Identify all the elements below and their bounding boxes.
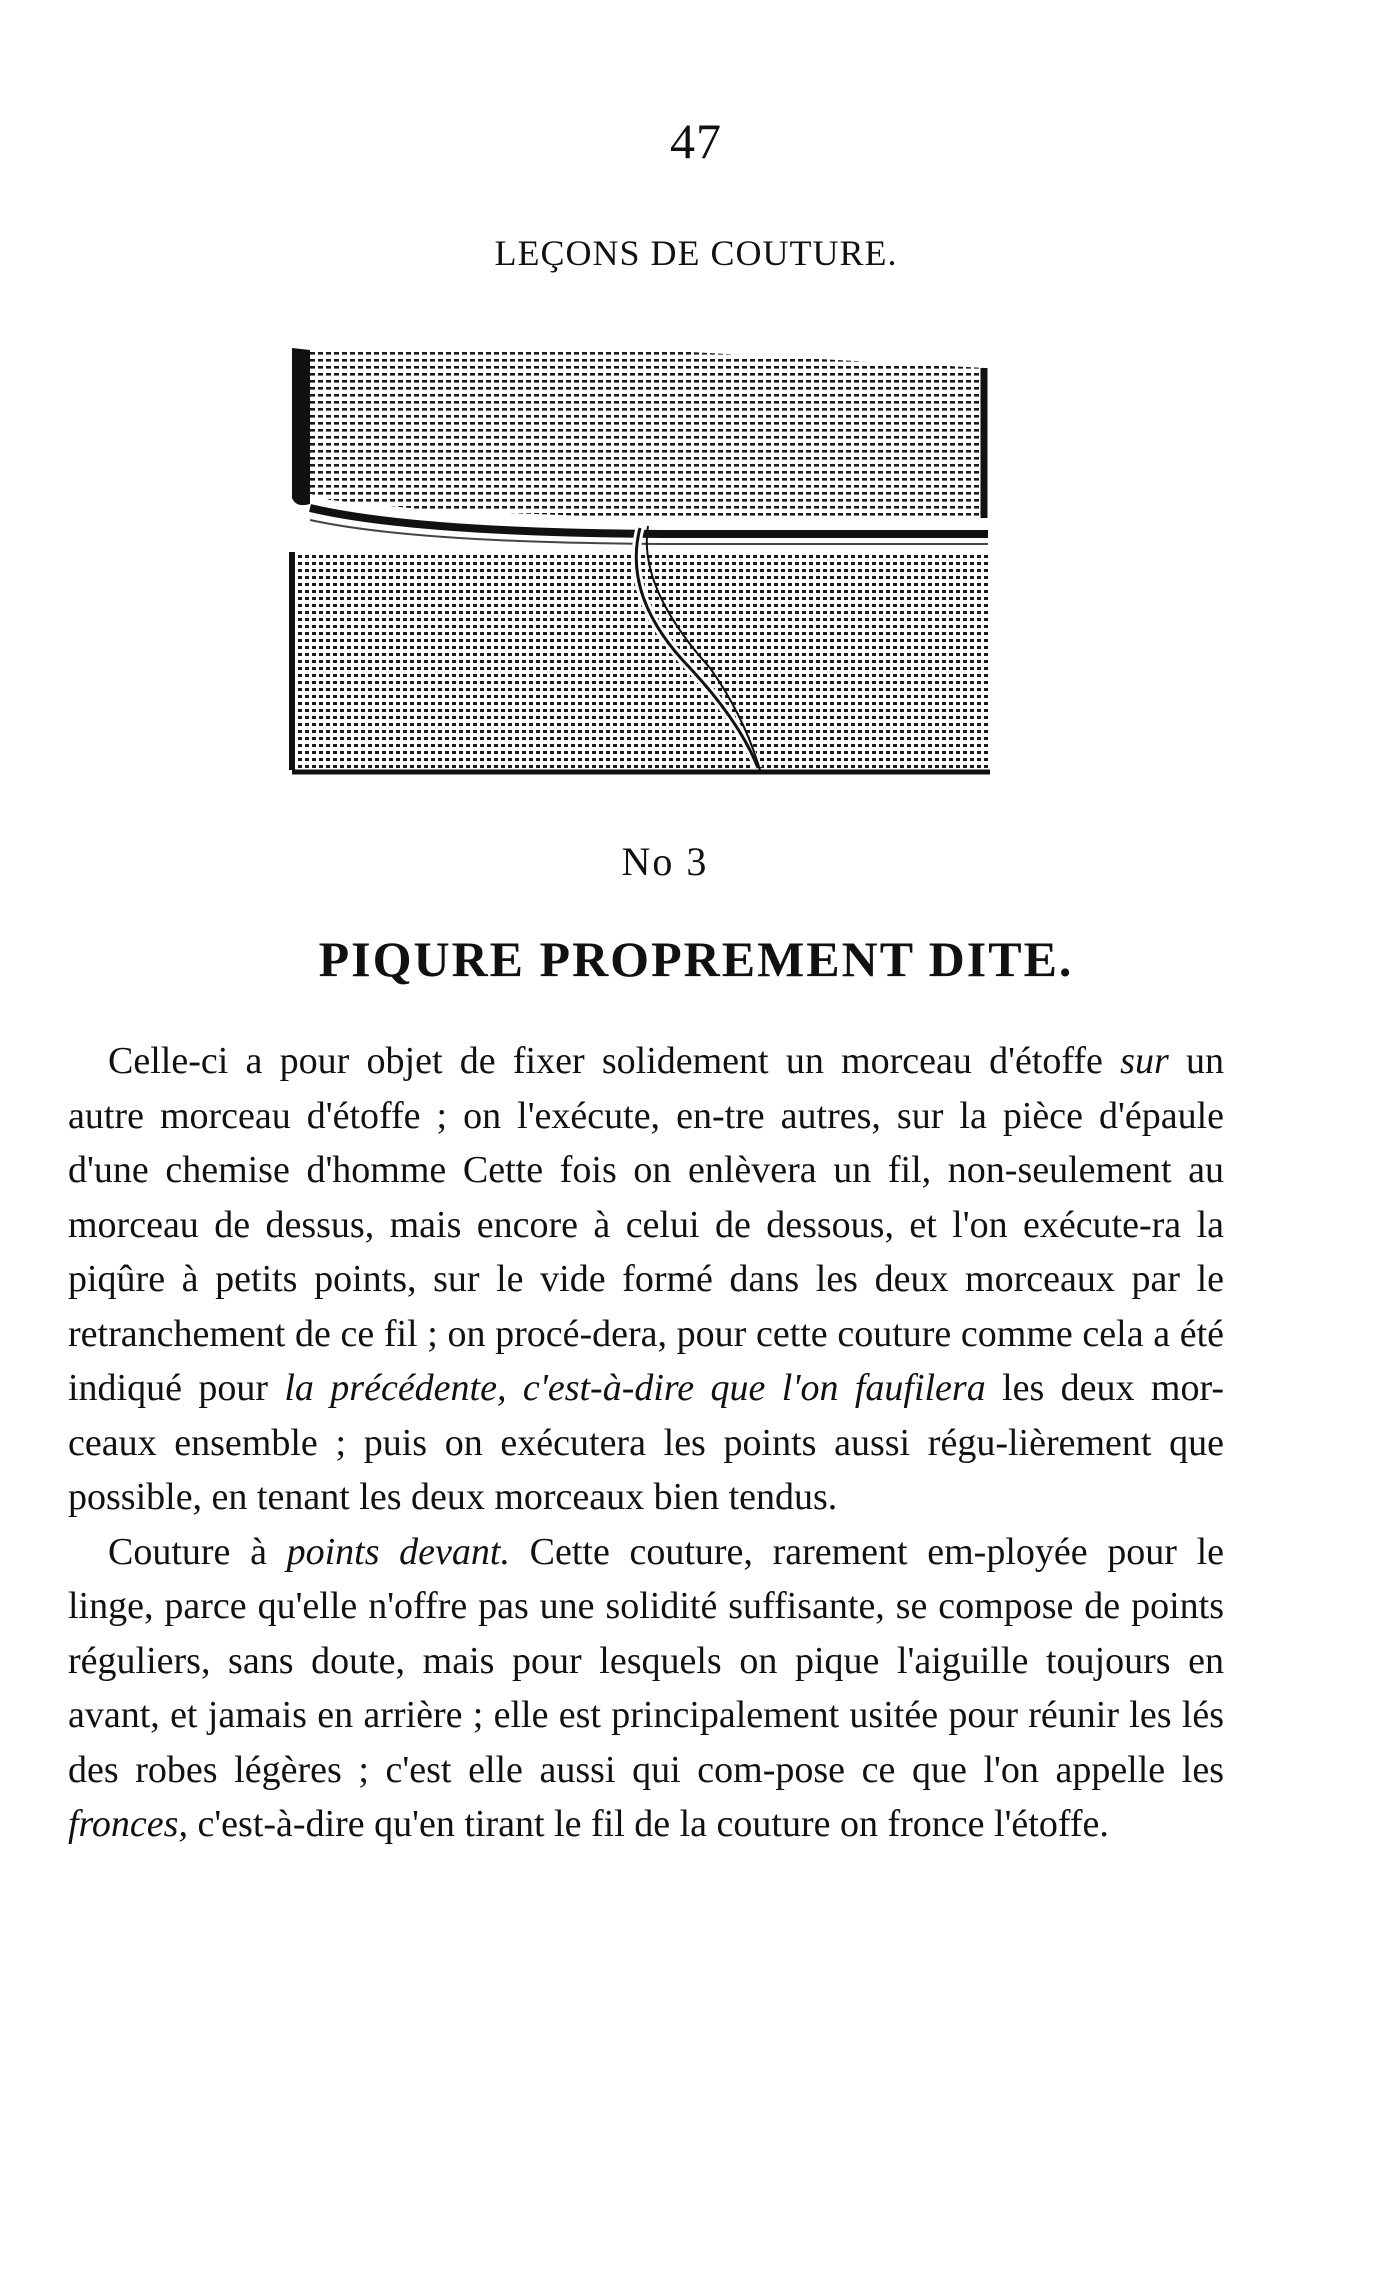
text-run: [838, 1367, 854, 1409]
figure-caption: No 3: [621, 839, 709, 884]
text-run: Celle-ci a pour objet de fixer solidement un morceau d'étoffe: [108, 1040, 1121, 1082]
upper-fabric-piece: [292, 348, 985, 520]
italic-text: points devant.: [286, 1530, 510, 1573]
italic-text: faufilera: [854, 1367, 986, 1409]
text-run: Cette couture, rarement em-ployée pour le linge, parce qu'elle n'offre pas une solidité suffisante, se compose de points réguliers, sans doute, mais pour lesquels on pique l'aiguille toujours en avant, et jamais en arrière ; elle est principalement usitée pour réunir les lés des robes légères ; c'est elle aussi qui com-pose ce que l'on appelle les: [68, 1530, 1225, 1791]
text-run: les deux mor-ceaux ensemble ; puis on exécutera les points aussi régu-lièrement que possible, en tenant les deux morceaux bien tendus.: [68, 1367, 1225, 1518]
body-text: [68, 1034, 1224, 1852]
italic-text: la précédente, c'est-à-dire que l'on: [284, 1367, 839, 1409]
section-heading: PIQURE PROPREMENT DITE.: [318, 931, 1074, 987]
stitch-illustration: [270, 338, 1010, 786]
paragraph: [68, 1034, 1224, 1525]
running-head: LEÇONS DE COUTURE.: [494, 233, 898, 273]
text-run: c'est-à-dire qu'en tirant le fil de la couture on fronce l'étoffe.: [187, 1803, 1109, 1845]
page-number: 47: [670, 113, 722, 169]
italic-text: sur: [1120, 1040, 1169, 1082]
text-run: un autre morceau d'étoffe ; on l'exécute, en-tre autres, sur la pièce d'épaule d'une chemise d'homme Cette fois on enlèvera un fil, non-seulement au morceau de dessus, mais encore à celui de dessous, et l'on exécute-ra la piqûre à petits points, sur le vide formé dans les deux morceaux par le retranchement de ce fil ; on procé-dera, pour cette couture comme cela a été indiqué pour: [68, 1040, 1224, 1409]
paragraph: [68, 1525, 1224, 1852]
text-run: Couture à: [108, 1530, 287, 1573]
italic-text: fronces,: [68, 1803, 188, 1845]
